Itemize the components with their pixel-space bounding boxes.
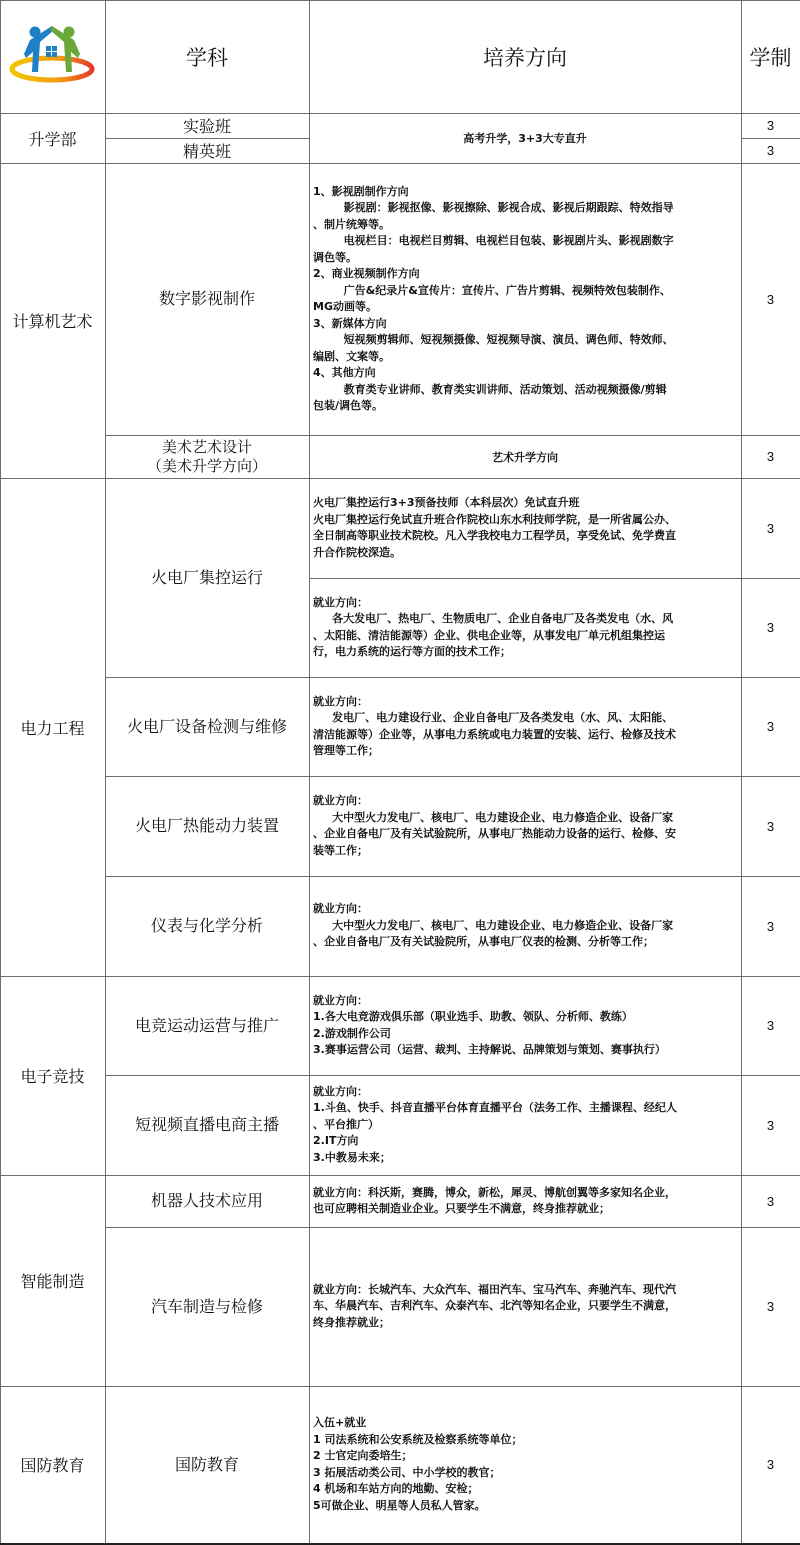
subject-label: 数字影视制作 — [158, 289, 255, 308]
years-value: 3 — [766, 118, 775, 133]
department-label: 国防教育 — [20, 1456, 85, 1475]
direction-text: 就业方向： 各大发电厂、热电厂、生物质电厂、企业自备电厂及各类发电（水、风 、太阳能、清洁能源等）企业、供电企业等，从事发电厂单元机组集控运 行，电力系统的运行等方面的技术工作； — [313, 595, 674, 658]
direction-text: 就业方向： 大中型火力发电厂、核电厂、电力建设企业、电力修造企业、设备厂家 、企业自备电厂及有关试验院所，从事电厂热能动力设备的运行、检修、安 装等工作； — [313, 794, 676, 857]
direction-text: 火电厂集控运行3+3预备技师（本科层次）免试直升班 火电厂集控运行免试直升班合作院校山东水利技师学院，是一所省属公办、 全日制高等职业技术院校。凡入学我校电力工程学员，享受免试、免学费直 升合作院校深造。 — [313, 496, 676, 559]
header-direction: 培养方向 — [483, 45, 567, 70]
department-label: 智能制造 — [20, 1272, 85, 1291]
direction-text: 就业方向： 发电厂、电力建设行业、企业自备电厂及各类发电（水、风、太阳能、 清洁能源等）企业等，从事电力系统或电力装置的安装、运行、检修及技术 管理等工作； — [313, 694, 676, 757]
department-label: 电力工程 — [20, 718, 85, 738]
direction-text: 入伍+就业 1 司法系统和公安系统及检察系统等单位； 2 士官定向委培生； 3 拓展活动类公司、中小学校的教官； 4 机场和车站方向的地勤、安检； 5可做企业、明星等人员私人管家。 — [313, 1416, 523, 1512]
subject-label: 火电厂热能动力装置 — [134, 816, 279, 835]
direction-text: 高考升学，3+3大专直升 — [463, 132, 587, 145]
direction-text: 就业方向：科沃斯，赛腾，博众，新松，犀灵、博航创翼等多家知名企业， 也可应聘相关制造业企业。只要学生不满意，终身推荐就业； — [313, 1185, 676, 1215]
department-label: 电子竞技 — [20, 1067, 85, 1086]
header-duration: 学制 — [749, 45, 792, 70]
house-people-logo-icon — [8, 22, 96, 84]
direction-text: 就业方向： 大中型火力发电厂、核电厂、电力建设企业、电力修造企业、设备厂家 、企业自备电厂及有关试验院所，从事电厂仪表的检测、分析等工作； — [313, 902, 674, 949]
years-value: 3 — [766, 291, 775, 307]
subject-label: 美术艺术设计 （美术升学方向） — [146, 437, 267, 475]
years-value: 3 — [766, 1457, 775, 1472]
subject-label: 电竞运动运营与推广 — [134, 1015, 279, 1035]
department-label: 计算机艺术 — [12, 312, 93, 331]
years-value: 3 — [766, 818, 775, 834]
direction-text: 就业方向： 1.斗鱼、快手、抖音直播平台体育直播平台（法务工作、主播课程、经纪人 、平台推广） 2.IT方向 3.中教易未来； — [313, 1084, 677, 1164]
years-value: 3 — [766, 1018, 775, 1033]
subject-label: 机器人技术应用 — [150, 1191, 263, 1210]
direction-text: 就业方向： 1.各大电竞游戏俱乐部（职业选手、助教、领队、分析师、教练） 2.游戏制作公司 3.赛事运营公司（运营、裁判、主持解说、品牌策划与策划、赛事执行） — [313, 993, 666, 1056]
years-value: 3 — [766, 449, 775, 464]
department-label: 升学部 — [28, 129, 77, 149]
years-value: 3 — [766, 143, 775, 158]
subject-label: 仪表与化学分析 — [150, 916, 263, 935]
direction-text: 就业方向：长城汽车、大众汽车、福田汽车、宝马汽车、奔驰汽车、现代汽 车、华晨汽车、吉利汽车、众泰汽车、北汽等知名企业，只要学生不满意， 终身推荐就业； — [313, 1282, 676, 1329]
subject-label: 汽车制造与检修 — [150, 1296, 263, 1316]
header-subject: 学科 — [186, 45, 228, 70]
years-value: 3 — [766, 520, 775, 536]
years-value: 3 — [766, 620, 775, 635]
subject-label: 国防教育 — [174, 1454, 239, 1474]
subject-label: 精英班 — [182, 142, 231, 161]
years-value: 3 — [766, 918, 775, 934]
subject-label: 实验班 — [182, 117, 231, 136]
direction-text: 1、影视剧制作方向 影视剧：影视抠像、影视擦除、影视合成、影视后期跟踪、特效指导 、制片统筹等。 电视栏目：电视栏目剪辑、电视栏目包装、影视剧片头、影视剧数字 调色等。 2、商业视频制作方向 广告&纪录片&宣传片：宣传片、广告片剪辑、视频特效包装制作、 MG动画等。 3、新媒体方向 短视频剪辑师、短视频摄像、短视频导演、演员、调色师、特效师、 编剧、文案等。 4、其他方向 教育类专业讲师、教育类实训讲师、活动策划、活动视频摄像/剪辑 包装/调色等。 — [313, 184, 674, 412]
direction-text: 艺术升学方向 — [492, 450, 558, 464]
years-value: 3 — [766, 719, 775, 734]
years-value: 3 — [766, 1193, 775, 1209]
subject-label: 火电厂设备检测与维修 — [126, 716, 287, 736]
years-value: 3 — [766, 1117, 775, 1133]
subject-label: 火电厂集控运行 — [150, 567, 263, 587]
years-value: 3 — [766, 1299, 775, 1314]
subject-label: 短视频直播电商主播 — [134, 1115, 279, 1134]
